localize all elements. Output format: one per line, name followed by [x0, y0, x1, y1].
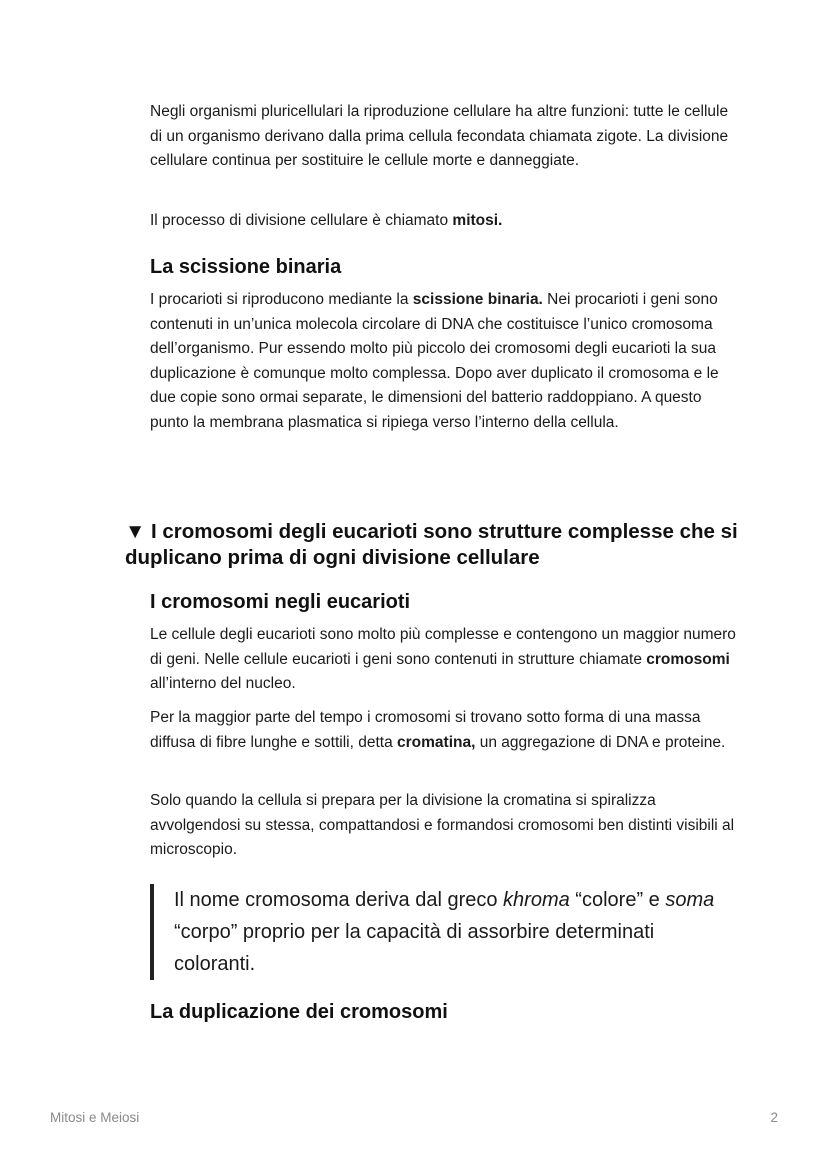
scissione-text-post: Nei procarioti i geni sono contenuti in un’unica molecola circolare di DNA che costituisce l’unico cromosoma dell’organismo. Pur essendo molto più piccolo dei cromosomi degli eucarioti la sua duplicazione è comunque molto complessa. Dopo aver duplicato il cromosoma e le due copie sono ormai separate, le dimensioni del batterio raddoppiano. A questo punto la membrana plasmatica si ripiega verso l’interno della cellula.	[150, 291, 719, 431]
scissione-paragraph	[150, 288, 740, 436]
eucarioti-p2-post: un aggregazione di DNA e proteine.	[475, 733, 726, 751]
intro-paragraph-1: Negli organismi pluricellulari la riproduzione cellulare ha altre funzioni: tutte le cellule di un organismo derivano dalla prima cellula fecondata chiamata zigote. La divisione cellulare continua per sostituire le cellule morte e danneggiate.	[150, 103, 729, 170]
mitosi-term: mitosi.	[452, 212, 503, 229]
eucarioti-p1-post: all’interno del nucleo.	[150, 675, 296, 693]
etymology-quote	[150, 884, 734, 980]
eucarioti-paragraph-3: Solo quando la cellula si prepara per la divisione la cromatina si spiralizza avvolgendosi su stessa, compattandosi e formandosi cromosomi ben distinti visibili al microscopio.	[150, 792, 735, 859]
intro-paragraph-2-text: Il processo di divisione cellulare è chiamato	[150, 212, 453, 229]
section-heading-text: I cromosomi degli eucarioti sono strutture complesse che si duplicano prima di ogni divisione cellulare	[125, 520, 738, 569]
scissione-heading: La scissione binaria	[150, 256, 342, 278]
quote-khroma: khroma	[503, 889, 570, 911]
eucarioti-paragraph-1	[150, 623, 740, 697]
eucarioti-heading: I cromosomi negli eucarioti	[150, 591, 411, 613]
footer-title: Mitosi e Meiosi	[50, 1110, 140, 1125]
cromosomi-term: cromosomi	[646, 650, 730, 668]
section-heading[interactable]	[125, 519, 765, 571]
eucarioti-p2-pre: Per la maggior parte del tempo i cromosomi si trovano sotto forma di una massa diffusa di fibre lunghe e sottili, detta	[150, 709, 701, 751]
page-number: 2	[770, 1110, 778, 1125]
quote-text-mid: “colore” e	[569, 889, 666, 911]
eucarioti-paragraph-2	[150, 706, 740, 755]
quote-text-pre: Il nome cromosoma deriva dal greco	[174, 889, 504, 911]
duplicazione-heading: La duplicazione dei cromosomi	[150, 1001, 448, 1023]
scissione-text-pre: I procarioti si riproducono mediante la	[150, 291, 413, 308]
toggle-triangle-icon[interactable]: ▼	[125, 520, 146, 543]
eucarioti-p1-pre: Le cellule degli eucarioti sono molto più complesse e contengono un maggior numero di geni. Nelle cellule eucarioti i geni sono contenuti in strutture chiamate	[150, 626, 736, 668]
cromatina-term: cromatina,	[397, 733, 476, 751]
scissione-term: scissione binaria.	[412, 291, 543, 308]
intro-paragraph-2	[150, 209, 740, 234]
quote-text-post: “corpo” proprio per la capacità di assorbire determinati coloranti.	[174, 921, 655, 975]
quote-soma: soma	[665, 889, 715, 911]
